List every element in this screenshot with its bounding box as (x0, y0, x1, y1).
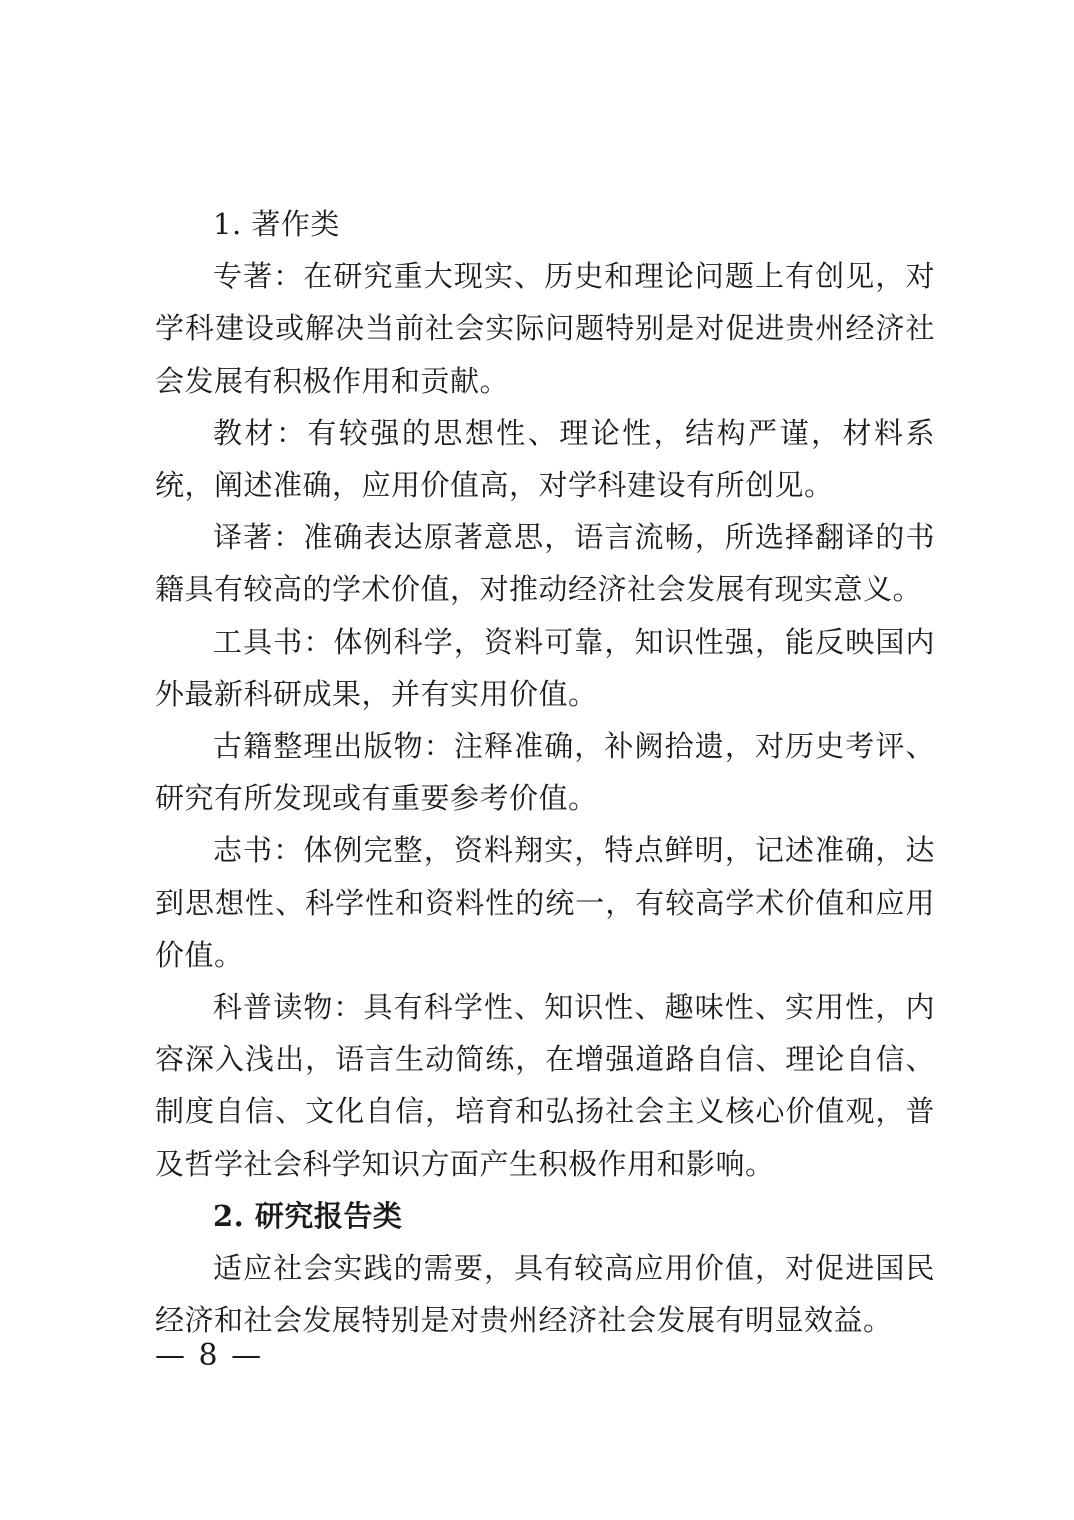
paragraph-monograph: 专著：在研究重大现实、历史和理论问题上有创见，对学科建设或解决当前社会实际问题特别是对促进贵州经济社会发展有积极作用和贡献。 (155, 259, 935, 398)
paragraph-ancient-books: 古籍整理出版物：注释准确，补阙拾遗，对历史考评、研究有所发现或有重要参考价值。 (155, 729, 935, 816)
paragraph-reference-book: 工具书：体例科学，资料可靠，知识性强，能反映国内外最新科研成果，并有实用价值。 (155, 624, 935, 711)
paragraph-textbook: 教材：有较强的思想性、理论性，结构严谨，材料系统，阐述准确，应用价值高，对学科建设有所创见。 (155, 415, 935, 503)
section-heading-research-reports: 2. 研究报告类 (213, 1198, 403, 1233)
section-heading-works: 1. 著作类 (213, 207, 340, 241)
paragraph-popular-science: 科普读物：具有科学性、知识性、趣味性、实用性，内容深入浅出，语言生动简练，在增强道路自信、理论自信、制度自信、文化自信，培育和弘扬社会主义核心价值观，普及哲学社会科学知识方面产生积极作用和影响。 (155, 990, 935, 1181)
paragraph-translation: 译著：准确表达原著意思，语言流畅，所选择翻译的书籍具有较高的学术价值，对推动经济社会发展有现实意义。 (155, 520, 935, 607)
page-number: — 8 — (155, 1338, 264, 1373)
document-body (155, 198, 935, 1346)
paragraph-research-report: 适应社会实践的需要，具有较高应用价值，对促进国民经济和社会发展特别是对贵州经济社会发展有明显效益。 (155, 1251, 935, 1338)
paragraph-chronicle: 志书：体例完整，资料翔实，特点鲜明，记述准确，达到思想性、科学性和资料性的统一，有较高学术价值和应用价值。 (155, 833, 935, 972)
